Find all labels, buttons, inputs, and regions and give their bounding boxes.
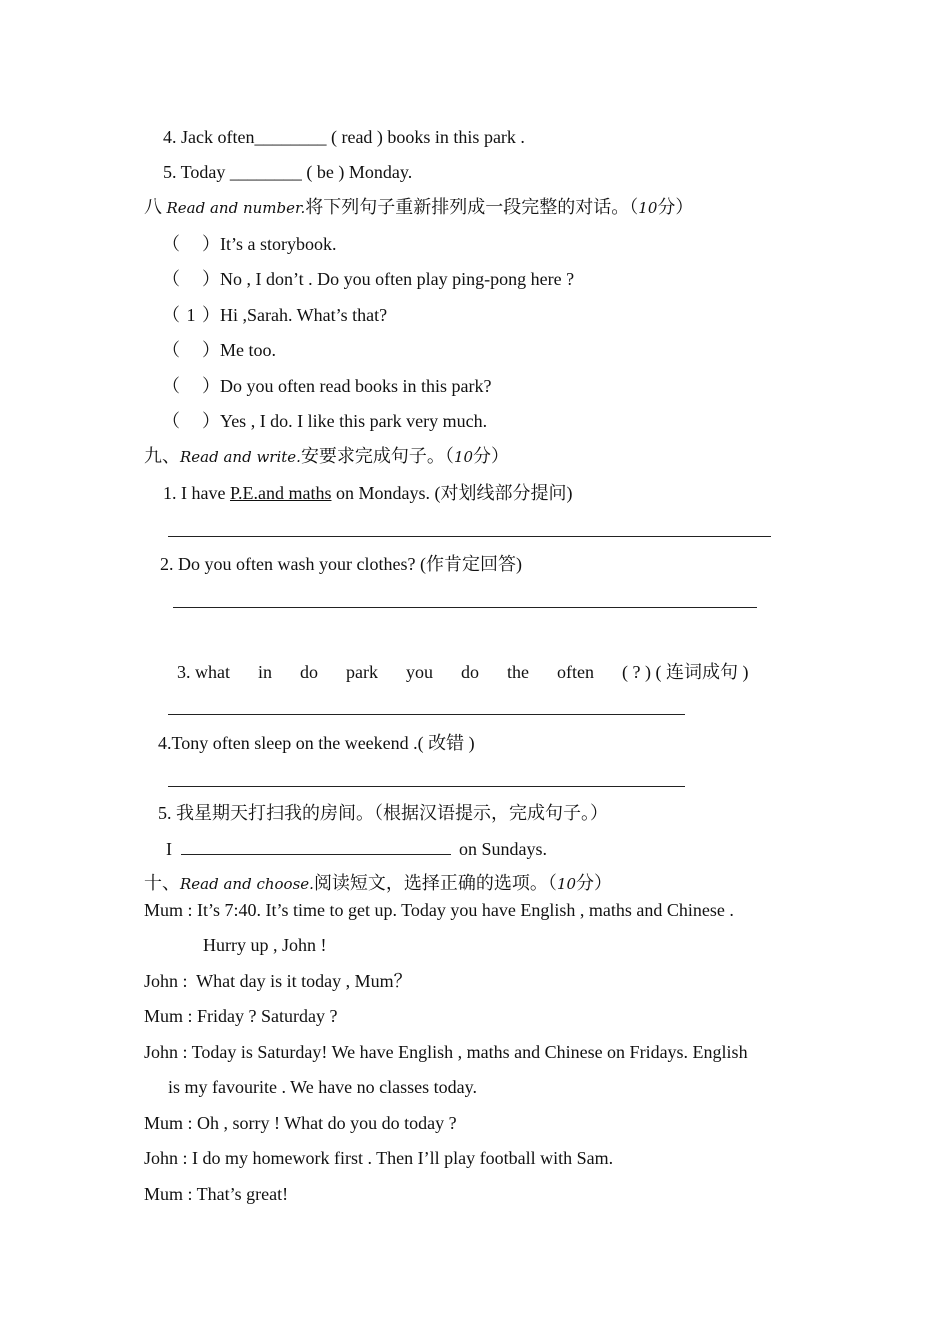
section-title-cn: 阅读短文，选择正确的选项。（ — [313, 873, 557, 893]
order-item: （ ）Yes , I do. I like this park very much. — [162, 411, 488, 431]
order-text: Yes , I do. I like this park very much. — [220, 411, 488, 431]
word: park — [346, 662, 378, 682]
answer-prefix: I — [166, 839, 172, 859]
section-points-suffix: 分） — [657, 197, 694, 217]
answer-line[interactable] — [168, 714, 685, 715]
section-points: 10 — [556, 875, 577, 893]
word: do — [461, 662, 479, 682]
section-title-cn: 安要求完成句子。（ — [300, 446, 454, 466]
order-text: No , I don’t . Do you often play ping-pong here ? — [220, 269, 575, 289]
order-text: Hi ,Sarah. What’s that? — [220, 305, 388, 325]
question-number: 3. — [177, 662, 191, 682]
section-8-heading — [144, 196, 693, 219]
order-text: It’s a storybook. — [220, 234, 337, 254]
question-text: on Mondays. (对划线部分提问) — [331, 483, 573, 503]
section-number: 八 — [144, 197, 162, 217]
dialogue-line: John : Today is Saturday! We have English , maths and Chinese on Fridays. English — [144, 1042, 748, 1062]
order-item: （ ）No , I don’t . Do you often play ping-pong here ? — [162, 269, 575, 289]
order-text: Do you often read books in this park? — [220, 376, 492, 396]
section-10-heading — [144, 872, 612, 895]
section-title-cn: 将下列句子重新排列成一段完整的对话。（ — [305, 197, 639, 217]
question-5: 5. 我星期天打扫我的房间。（根据汉语提示，完成句子。） — [158, 803, 608, 823]
order-number: 1 — [186, 305, 196, 325]
order-item: （ ）It’s a storybook. — [162, 234, 337, 254]
question-1 — [163, 482, 572, 504]
word: in — [258, 662, 273, 682]
fill-item-4: 4. Jack often________ ( read ) books in this park . — [163, 127, 525, 147]
order-item: （ ）Do you often read books in this park? — [162, 376, 492, 396]
word: often — [557, 662, 594, 682]
underlined-phrase: P.E.and maths — [229, 483, 332, 503]
order-text: Me too. — [220, 340, 276, 360]
section-title-en: Read and write. — [180, 448, 301, 466]
instruction: ( ? ) ( 连词成句 ) — [621, 662, 749, 682]
question-3 — [177, 661, 748, 683]
question-5-answer — [166, 838, 547, 860]
word: what — [195, 662, 230, 682]
section-points: 10 — [638, 199, 658, 217]
dialogue-line: is my favourite . We have no classes today. — [168, 1077, 477, 1097]
word: do — [300, 662, 319, 682]
section-title-en: Read and number. — [166, 199, 306, 217]
answer-line[interactable] — [168, 536, 771, 537]
section-number: 九、 — [144, 446, 180, 466]
order-item: （ ）Me too. — [162, 340, 276, 360]
question-2: 2. Do you often wash your clothes? (作肯定回答) — [160, 554, 522, 574]
dialogue-line: John : I do my homework first . Then I’ll play football with Sam. — [144, 1148, 614, 1168]
answer-suffix: on Sundays. — [459, 839, 548, 859]
dialogue-line: Mum : Oh , sorry ! What do you do today ? — [144, 1113, 457, 1133]
question-4: 4.Tony often sleep on the weekend .( 改错 ) — [158, 733, 475, 753]
question-text: 1. I have — [163, 483, 230, 503]
answer-line[interactable] — [173, 607, 757, 608]
order-item: （ 1 ）Hi ,Sarah. What’s that? — [162, 305, 388, 325]
fill-item-5: 5. Today ________ ( be ) Monday. — [163, 162, 413, 182]
answer-line[interactable] — [168, 786, 685, 787]
section-9-heading — [144, 445, 509, 468]
dialogue-line: Mum : Friday ? Saturday ? — [144, 1006, 338, 1026]
section-points-suffix: 分） — [473, 446, 510, 466]
word: the — [507, 662, 529, 682]
dialogue-line: Mum : That’s great! — [144, 1184, 289, 1204]
section-points-suffix: 分） — [576, 873, 613, 893]
word: you — [406, 662, 433, 682]
dialogue-line: Mum : It’s 7:40. It’s time to get up. Today you have English , maths and Chinese . — [144, 900, 734, 920]
answer-blank[interactable] — [181, 838, 451, 855]
section-title-en: Read and choose. — [180, 875, 314, 893]
section-points: 10 — [453, 448, 474, 466]
dialogue-line: Hurry up , John ! — [203, 935, 327, 955]
section-number: 十、 — [144, 873, 180, 893]
dialogue-line: John : What day is it today , Mum？ — [144, 971, 412, 991]
